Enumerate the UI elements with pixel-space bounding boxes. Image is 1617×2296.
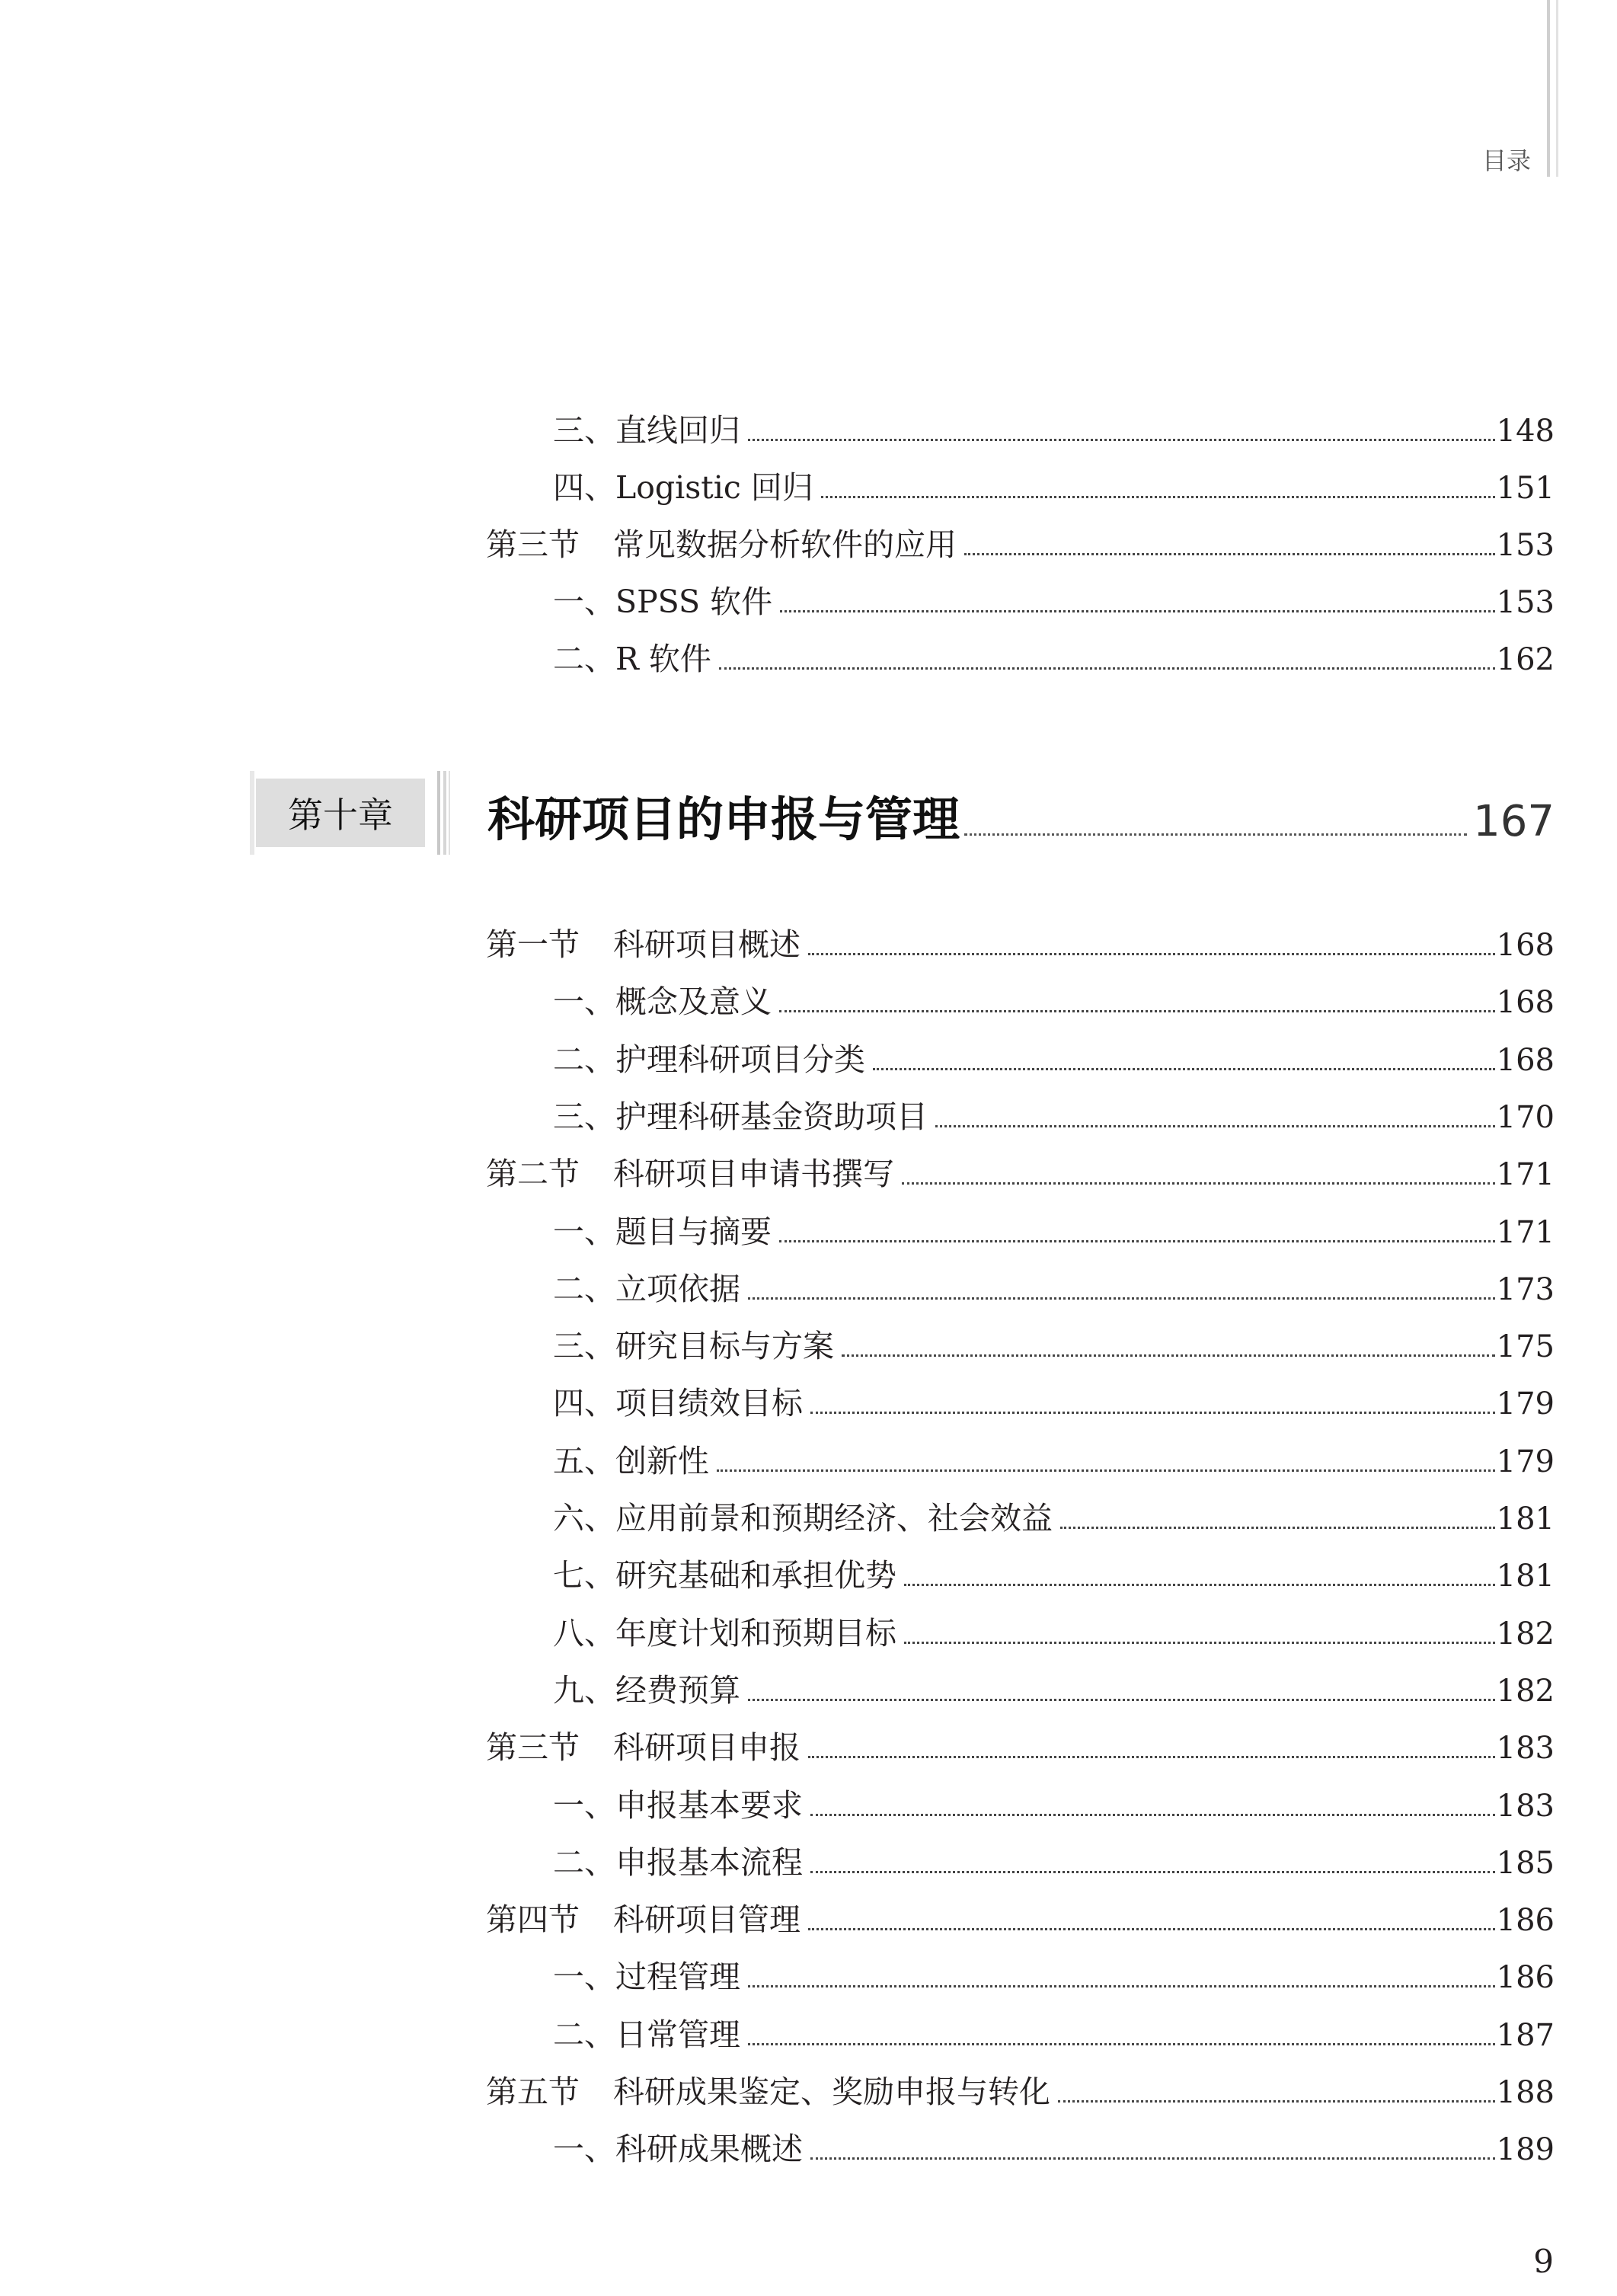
toc-section-entry[interactable]	[486, 1901, 1555, 1939]
entry-number: 第三节	[486, 1729, 580, 1767]
dot-leader	[779, 1240, 1495, 1242]
toc-item-entry[interactable]	[553, 1098, 1555, 1136]
toc-section-entry[interactable]	[486, 1728, 1555, 1767]
entry-page-number: 153	[1496, 585, 1555, 620]
entry-title: 科研项目概述	[613, 926, 801, 963]
entry-number: 第三节	[486, 526, 580, 563]
entry-page-number: 175	[1496, 1329, 1555, 1365]
entry-page-number: 189	[1496, 2132, 1555, 2168]
entry-page-number: 173	[1496, 1271, 1555, 1307]
entry-page-number: 171	[1496, 1157, 1555, 1193]
entry-title: 应用前景和预期经济、社会效益	[615, 1500, 1053, 1537]
toc-item-entry[interactable]	[553, 1671, 1555, 1709]
entry-number: 二、	[553, 1041, 615, 1078]
entry-title: Logistic 回归	[615, 469, 813, 506]
dot-leader	[964, 833, 1467, 836]
dot-leader	[935, 1125, 1495, 1127]
folio-page-number: 9	[1533, 2243, 1554, 2280]
entry-title: 研究目标与方案	[615, 1328, 834, 1365]
entry-page-number: 181	[1496, 1501, 1555, 1537]
chapter-badge: 第十章	[256, 779, 425, 847]
entry-page-number: 187	[1496, 2017, 1555, 2053]
entry-number: 第二节	[486, 1156, 580, 1193]
dot-leader	[810, 1412, 1495, 1414]
toc-item-entry[interactable]	[553, 1786, 1555, 1824]
entry-page-number: 182	[1496, 1673, 1555, 1709]
entry-title: 创新性	[615, 1442, 709, 1479]
dot-leader	[1058, 2100, 1495, 2103]
entry-page-number: 182	[1496, 1616, 1555, 1652]
entry-title: 项目绩效目标	[615, 1385, 803, 1422]
chapter-badge-shade	[250, 771, 254, 855]
toc-item-entry[interactable]	[553, 1442, 1555, 1480]
entry-title: 科研项目管理	[613, 1901, 801, 1939]
entry-page-number: 183	[1496, 1788, 1555, 1824]
entry-page-number: 153	[1496, 528, 1555, 563]
entry-title: 立项依据	[615, 1270, 740, 1307]
entry-page-number: 179	[1496, 1444, 1555, 1479]
chapter-title: 科研项目的申报与管理	[487, 791, 960, 847]
dot-leader	[904, 1584, 1495, 1586]
dot-leader	[748, 2043, 1495, 2045]
entry-title: 题目与摘要	[615, 1213, 772, 1250]
entry-number: 八、	[553, 1614, 615, 1652]
dot-leader	[873, 1068, 1495, 1070]
entry-title: R 软件	[615, 641, 711, 677]
entry-page-number: 185	[1496, 1845, 1555, 1881]
entry-page-number: 186	[1496, 1903, 1555, 1939]
entry-number: 五、	[553, 1442, 615, 1479]
toc-item-entry[interactable]	[553, 640, 1555, 678]
entry-page-number: 148	[1496, 414, 1555, 449]
entry-number: 三、	[553, 412, 615, 449]
toc-item-entry[interactable]	[553, 983, 1555, 1021]
entry-title: 概念及意义	[615, 983, 772, 1021]
entry-title: 直线回归	[615, 412, 740, 449]
toc-section-entry[interactable]	[486, 926, 1555, 964]
entry-title: 年度计划和预期目标	[615, 1614, 896, 1652]
running-head: 目录	[1481, 146, 1531, 175]
toc-section-entry[interactable]	[486, 2073, 1555, 2111]
entry-number: 七、	[553, 1557, 615, 1594]
entry-number: 三、	[553, 1328, 615, 1365]
chapter-page-number: 167	[1473, 797, 1555, 846]
entry-number: 二、	[553, 641, 615, 677]
dot-leader	[810, 1814, 1495, 1816]
binding-rule	[1556, 0, 1558, 177]
entry-page-number: 186	[1496, 1960, 1555, 1996]
entry-page-number: 151	[1496, 471, 1555, 506]
dot-leader	[964, 553, 1495, 555]
dot-leader	[902, 1182, 1495, 1185]
entry-page-number: 179	[1496, 1386, 1555, 1422]
entry-title: 科研成果鉴定、奖励申报与转化	[613, 2074, 1050, 2110]
toc-item-entry[interactable]	[553, 1844, 1555, 1882]
chapter-heading[interactable]	[487, 782, 1555, 847]
toc-item-entry[interactable]	[553, 2130, 1555, 2168]
entry-title: 经费预算	[615, 1671, 740, 1709]
dot-leader	[748, 439, 1495, 441]
toc-item-entry[interactable]	[553, 1384, 1555, 1422]
entry-page-number: 183	[1496, 1731, 1555, 1767]
entry-number: 三、	[553, 1098, 615, 1135]
entry-number: 四、	[553, 469, 615, 506]
entry-title: 护理科研基金资助项目	[615, 1098, 928, 1135]
entry-number: 第一节	[486, 926, 580, 963]
entry-number: 九、	[553, 1671, 615, 1709]
entry-title: 科研项目申请书撰写	[613, 1156, 894, 1193]
dot-leader	[719, 667, 1495, 670]
toc-item-entry[interactable]	[553, 1556, 1555, 1594]
toc-item-entry[interactable]	[553, 1041, 1555, 1079]
dot-leader	[808, 953, 1495, 955]
toc-item-entry[interactable]	[553, 1327, 1555, 1365]
chapter-badge-bar	[443, 771, 446, 855]
dot-leader	[748, 1985, 1495, 1987]
entry-title: 日常管理	[615, 2016, 740, 2053]
entry-title: 护理科研项目分类	[615, 1041, 865, 1078]
entry-number: 一、	[553, 1213, 615, 1250]
binding-rule	[1547, 0, 1550, 177]
toc-item-entry[interactable]	[553, 583, 1555, 621]
entry-title: 申报基本要求	[615, 1786, 803, 1824]
entry-number: 二、	[553, 1270, 615, 1307]
entry-page-number: 162	[1496, 642, 1555, 677]
dot-leader	[779, 1010, 1495, 1012]
entry-title: 研究基础和承担优势	[615, 1557, 896, 1594]
entry-title: 科研项目申报	[613, 1729, 801, 1767]
dot-leader	[717, 1469, 1495, 1472]
entry-number: 一、	[553, 584, 615, 620]
entry-number: 一、	[553, 983, 615, 1021]
entry-number: 二、	[553, 1844, 615, 1881]
entry-number: 四、	[553, 1385, 615, 1422]
entry-number: 一、	[553, 2131, 615, 2168]
toc-section-entry[interactable]	[486, 1155, 1555, 1193]
toc-item-entry[interactable]	[553, 468, 1555, 507]
dot-leader	[748, 1297, 1495, 1300]
entry-number: 二、	[553, 2016, 615, 2053]
dot-leader	[1060, 1527, 1495, 1529]
toc-item-entry[interactable]	[553, 1270, 1555, 1308]
toc-item-entry[interactable]	[553, 1958, 1555, 1996]
dot-leader	[780, 610, 1494, 612]
toc-item-entry[interactable]	[553, 1499, 1555, 1537]
dot-leader	[748, 1699, 1495, 1701]
dot-leader	[821, 496, 1495, 498]
entry-page-number: 171	[1496, 1214, 1555, 1250]
dot-leader	[842, 1354, 1495, 1357]
toc-item-entry[interactable]	[553, 411, 1555, 449]
entry-number: 第五节	[486, 2074, 580, 2110]
entry-title: 科研成果概述	[615, 2131, 803, 2168]
entry-page-number: 181	[1496, 1559, 1555, 1594]
toc-item-entry[interactable]	[553, 1213, 1555, 1251]
toc-item-entry[interactable]	[553, 2016, 1555, 2054]
entry-title: 过程管理	[615, 1959, 740, 1996]
dot-leader	[904, 1642, 1495, 1644]
dot-leader	[808, 1928, 1495, 1930]
dot-leader	[810, 1871, 1495, 1873]
entry-title: 常见数据分析软件的应用	[613, 526, 957, 563]
chapter-badge-bar	[449, 771, 450, 855]
dot-leader	[808, 1756, 1495, 1758]
dot-leader	[810, 2157, 1495, 2160]
entry-page-number: 168	[1496, 1042, 1555, 1078]
entry-number: 一、	[553, 1959, 615, 1996]
entry-title: 申报基本流程	[615, 1844, 803, 1881]
entry-page-number: 168	[1496, 928, 1555, 963]
entry-page-number: 170	[1496, 1099, 1555, 1135]
entry-number: 第四节	[486, 1901, 580, 1939]
entry-page-number: 188	[1496, 2075, 1555, 2110]
entry-number: 六、	[553, 1500, 615, 1537]
entry-title: SPSS 软件	[615, 584, 773, 620]
toc-section-entry[interactable]	[486, 526, 1555, 564]
entry-page-number: 168	[1496, 985, 1555, 1021]
toc-item-entry[interactable]	[553, 1614, 1555, 1652]
chapter-badge-bar	[437, 771, 440, 855]
entry-number: 一、	[553, 1786, 615, 1824]
